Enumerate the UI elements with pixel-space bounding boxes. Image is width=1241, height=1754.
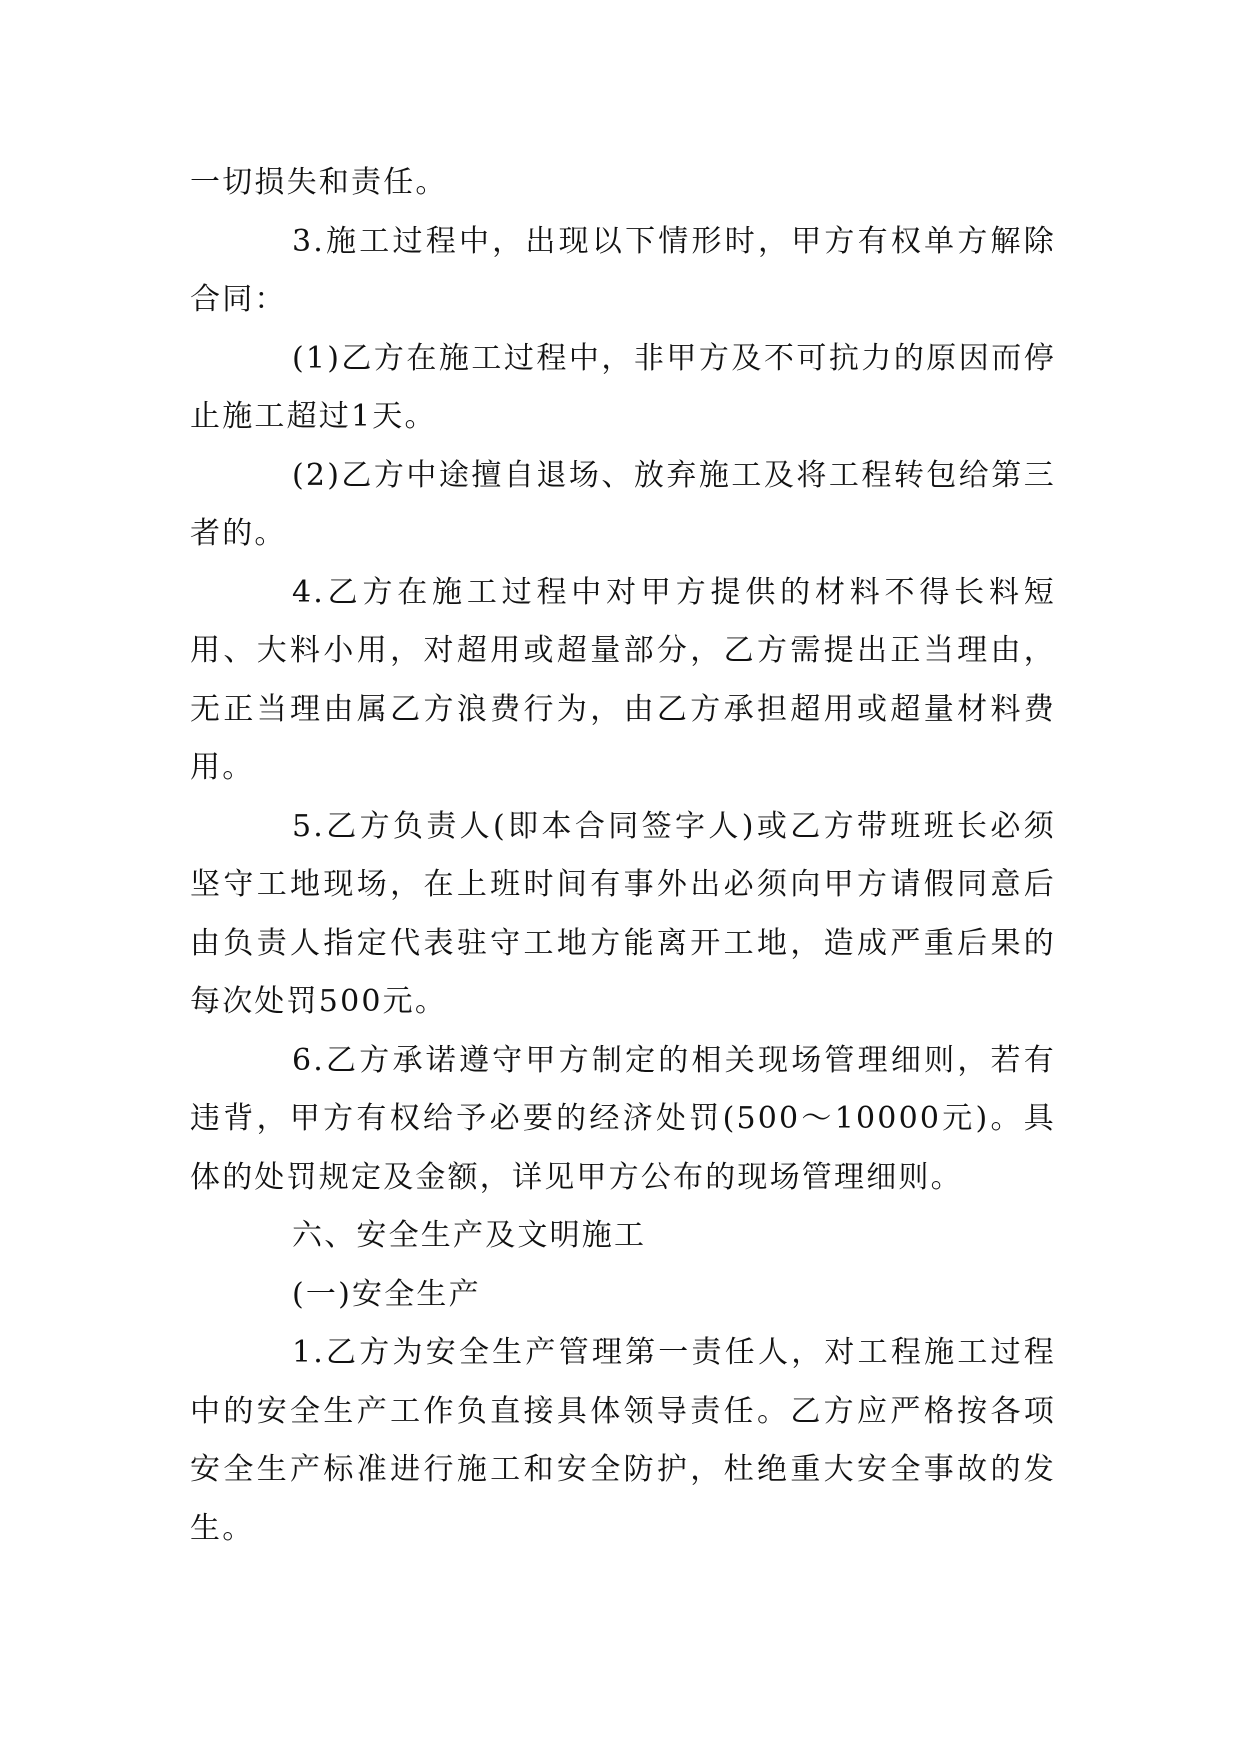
subsection-heading-safety-production: (一)安全生产 [292,1276,481,1312]
clause-3-termination: 3.施工过程中，出现以下情形时，甲方有权单方解除合同： [190,223,1056,317]
clause-4-materials: 4.乙方在施工过程中对甲方提供的材料不得长料短用、大料小用，对超用或超量部分，乙方需提出正当理由，无正当理由属乙方浪费行为，由乙方承担超用或超量材料费用。 [190,574,1056,785]
clause-6-site-rules: 6.乙方承诺遵守甲方制定的相关现场管理细则，若有违背，甲方有权给予必要的经济处罚(500～10000元)。具体的处罚规定及金额，详见甲方公布的现场管理细则。 [190,1042,1056,1195]
clause-5-site-presence: 5.乙方负责人(即本合同签字人)或乙方带班班长必须坚守工地现场，在上班时间有事外出必须向甲方请假同意后由负责人指定代表驻守工地方能离开工地，造成严重后果的每次处罚500元。 [190,808,1056,1019]
paragraph-continuation: 一切损失和责任。 [190,165,448,200]
section-heading-safety: 六、安全生产及文明施工 [292,1218,647,1253]
clause-3-item-2: (2)乙方中途擅自退场、放弃施工及将工程转包给第三者的。 [190,457,1056,551]
document-page [190,154,1056,1558]
clause-3-item-1: (1)乙方在施工过程中，非甲方及不可抗力的原因而停止施工超过1天。 [190,340,1056,434]
safety-clause-1: 1.乙方为安全生产管理第一责任人，对工程施工过程中的安全生产工作负直接具体领导责任。乙方应严格按各项安全生产标准进行施工和安全防护，杜绝重大安全事故的发生。 [190,1335,1056,1546]
